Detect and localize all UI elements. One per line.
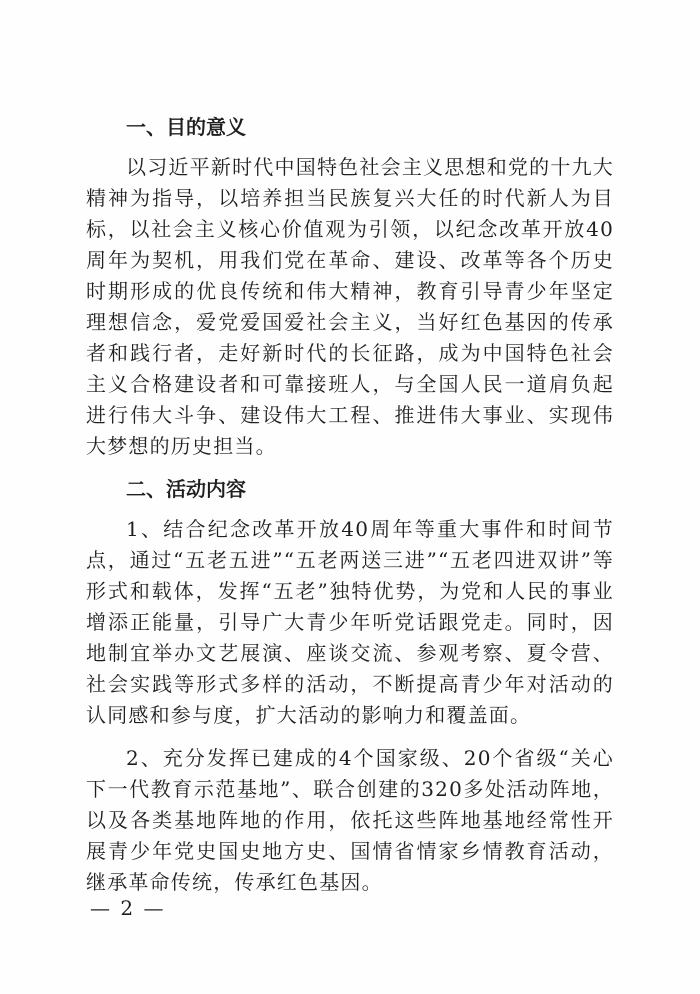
document-body [86, 112, 614, 906]
page-number: — 2 — [90, 896, 166, 920]
paragraph-purpose: 以习近平新时代中国特色社会主义思想和党的十九大精神为指导，以培养担当民族复兴大任的时代新人为目标，以社会主义核心价值观为引领，以纪念改革开放40周年为契机，用我们党在革命、建设、改革等各个历史时期形成的优良传统和伟大精神，教育引导青少年坚定理想信念，爱党爱国爱社会主义，当好红色基因的传承者和践行者，走好新时代的长征路，成为中国特色社会主义合格建设者和可靠接班人，与全国人民一道肩负起进行伟大斗争、建设伟大工程、推进伟大事业、实现伟大梦想的历史担当。 [86, 155, 614, 458]
section-heading-purpose: 一、目的意义 [126, 115, 246, 139]
paragraph-activity-1: 1、结合纪念改革开放40周年等重大事件和时间节点，通过“五老五进”“五老两送三进”“五老四进双讲”等形式和载体，发挥“五老”独特优势，为党和人民的事业增添正能量，引导广大青少年听党话跟党走。同时，因地制宜举办文艺展演、座谈交流、参观考察、夏令营、社会实践等形式多样的活动，不断提高青少年对活动的认同感和参与度，扩大活动的影响力和覆盖面。 [86, 517, 614, 727]
paragraph-activity-2: 2、充分发挥已建成的4个国家级、20个省级“关心下一代教育示范基地”、联合创建的320多处活动阵地，以及各类基地阵地的作用，依托这些阵地基地经常性开展青少年党史国史地方史、国情省情家乡情教育活动，继承革命传统，传承红色基因。 [86, 746, 614, 894]
section-heading-activities: 二、活动内容 [126, 477, 246, 501]
